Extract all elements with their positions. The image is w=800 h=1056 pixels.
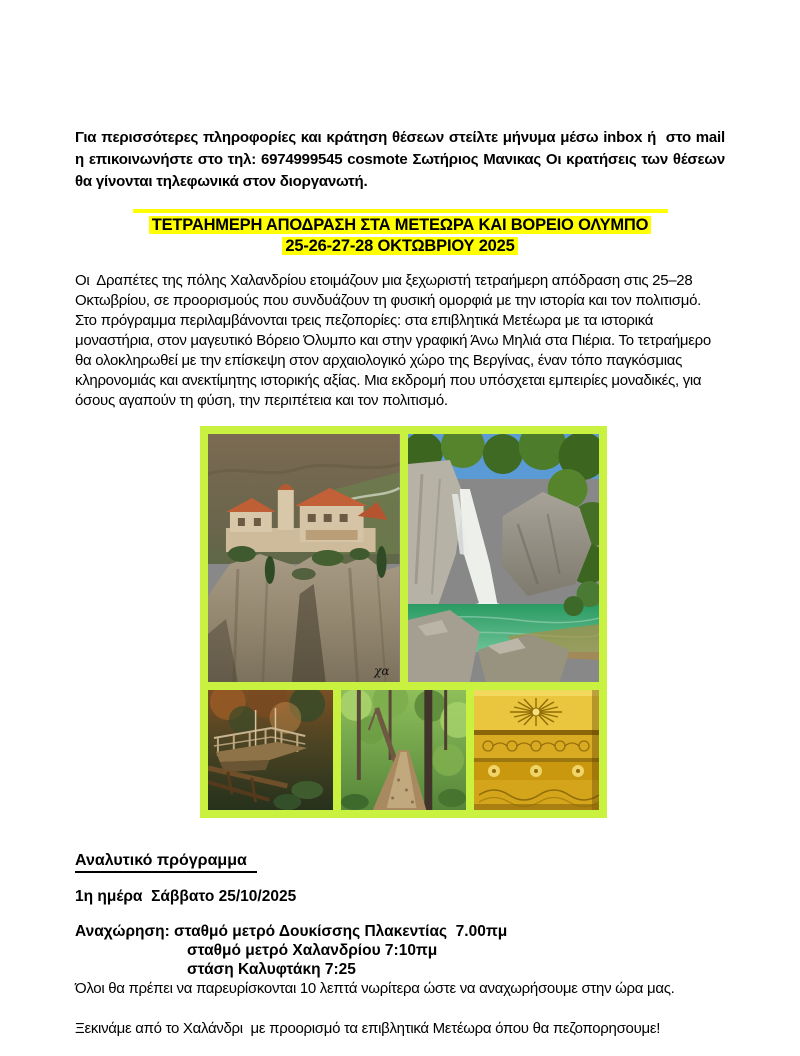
program-section — [75, 852, 725, 873]
trip-title-line2: 25-26-27-28 ΟΚΤΩΒΡΙΟΥ 2025 — [75, 236, 725, 257]
photo-collage — [200, 426, 607, 818]
program-heading: Αναλυτικό πρόγραμμα — [75, 852, 257, 873]
intro-paragraph: Οι Δραπέτες της πόλης Χαλανδρίου ετοιμάζουν μια ξεχωριστή τετραήμερη απόδραση στις 25–28 Οκτωβρίου, σε προορισμούς που συνδυάζουν τη φυσική ομορφιά με την ιστορία και τον πολιτισμό. Στο πρόγραμμα περιλαμβάνονται τρεις πεζοπορίες: στα επιβλητικά Μετέωρα με τα ιστορικά μοναστήρια, στον μαγευτικό Βόρειο Όλυμπο και στην γραφική Άνω Μηλιά στα Πιέρια. Το τετραήμερο θα ολοκληρωθεί με την επίσκεψη στον αρχαιολογικό χώρο της Βεργίνας, έναν τόπο παγκόσμιας κληρονομιάς και ανεκτίμητης ιστορικής αξίας. Μια εκδρομή που υπόσχεται εμπειρίες μοναδικές, για όσους αγαπούν τη φύση, την περιπέτεια και τον πολιτισμό. — [75, 272, 715, 409]
contact-paragraph: Για περισσότερες πληροφορίες και κράτηση θέσεων στείλτε μήνυμα μέσω inbox ή στο mail η επικοινωνήστε στο τηλ: 6974999545 cosmote Σωτήριος Μανικας Οι κρατήσεις των θέσεων θα γίνονται τηλεφωνικά στον διοργανωτή. — [75, 129, 733, 190]
day1-heading: 1η ημέρα Σάββατο 25/10/2025 — [75, 888, 297, 905]
departure-block — [75, 922, 725, 979]
collage-top-row — [208, 434, 599, 682]
trip-title-line1: ΤΕΤΡΑΗΜΕΡΗ ΑΠΟΔΡΑΣΗ ΣΤΑ ΜΕΤΕΩΡΑ ΚΑΙ ΒΟΡΕΙΟ ΟΛΥΜΠΟ — [75, 215, 725, 236]
trip-title-block — [75, 209, 725, 256]
start-paragraph: Ξεκινάμε από το Χαλάνδρι με προορισμό τα επιβλητικά Μετέωρα όπου θα πεζοπορησουμε! — [75, 1020, 661, 1037]
golden-larnax-vergina-photo — [474, 690, 599, 810]
photo-watermark: χα — [374, 664, 390, 678]
forest-boardwalk-photo — [208, 690, 333, 810]
departure-line-3: στάση Καλυφτάκη 7:25 — [187, 961, 356, 978]
departure-line-1: Αναχώρηση: σταθμό μετρό Δουκίσσης Πλακεντίας 7.00πμ — [75, 923, 508, 940]
forest-trail-photo — [341, 690, 466, 810]
punctuality-note: Όλοι θα πρέπει να παρευρίσκονται 10 λεπτά νωρίτερα ώστε να αναχωρήσουμε στην ώρα μας. — [75, 980, 675, 997]
meteora-monastery-photo — [208, 434, 400, 682]
departure-line-2: σταθμό μετρό Χαλανδρίου 7:10πμ — [187, 942, 438, 959]
collage-bottom-row — [208, 690, 599, 810]
highlight-strip — [133, 209, 668, 213]
waterfall-emerald-pool-photo — [408, 434, 600, 682]
